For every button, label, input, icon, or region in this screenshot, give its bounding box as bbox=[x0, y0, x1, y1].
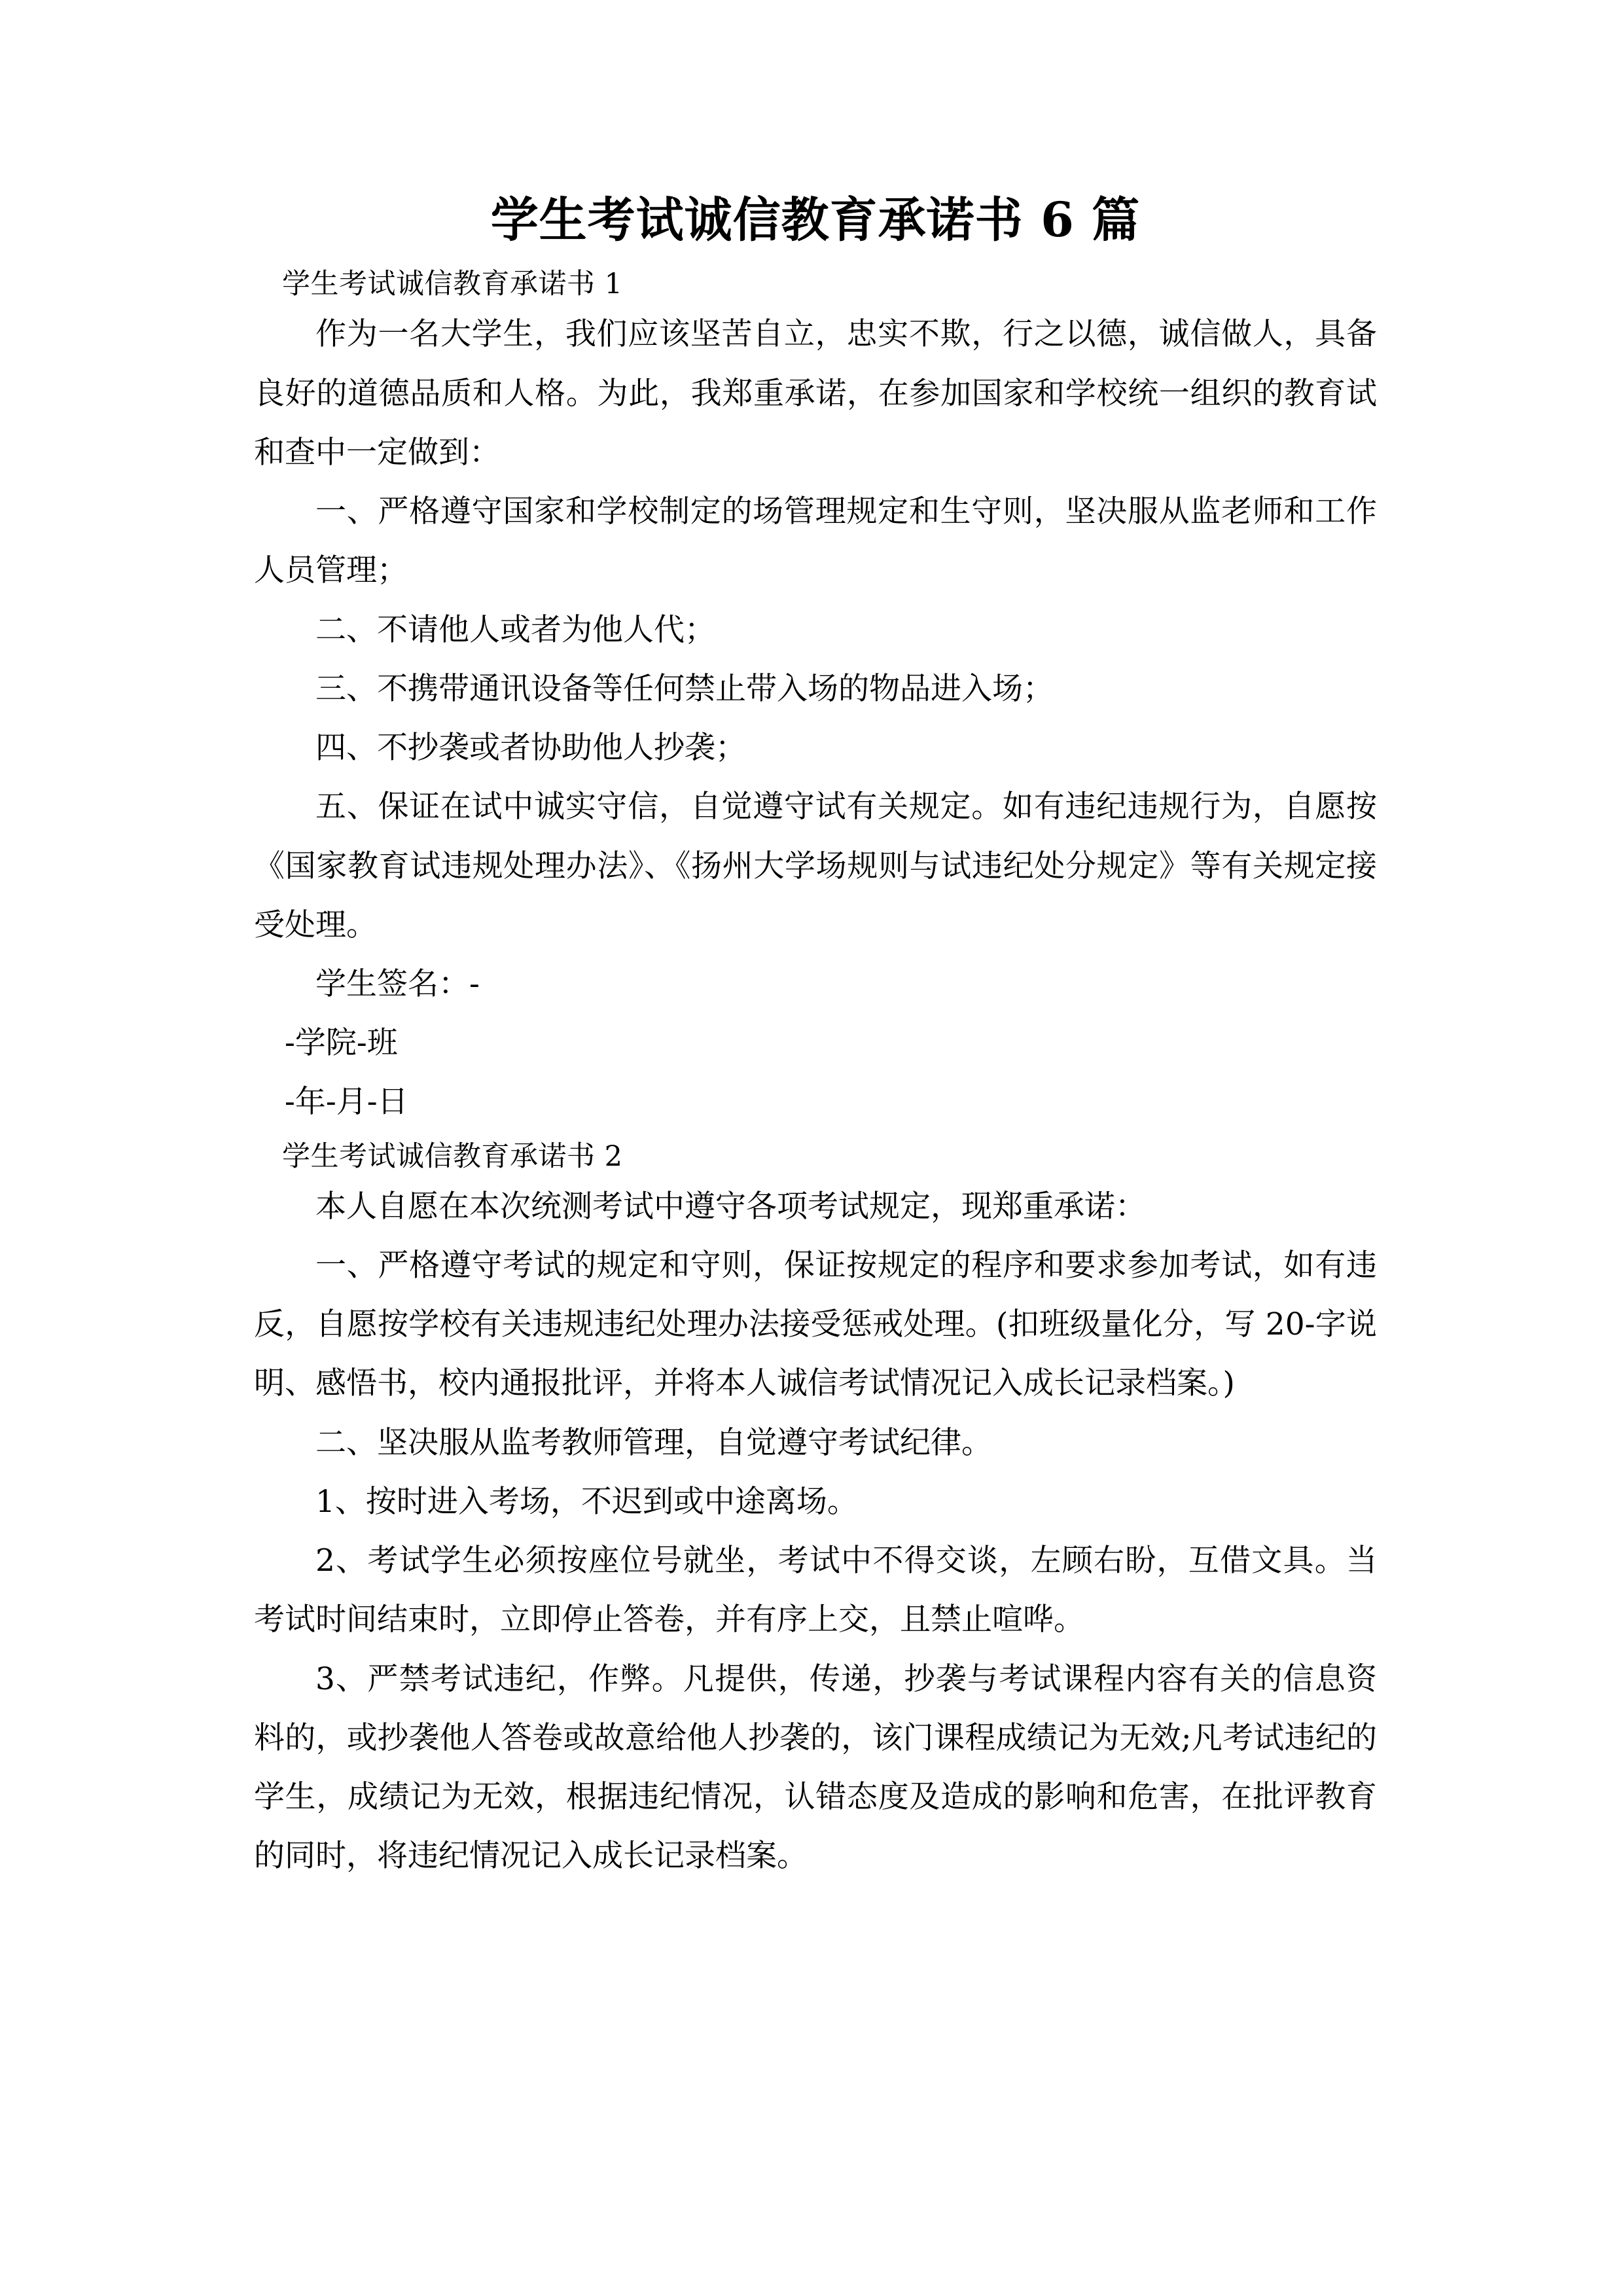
paragraph: 2、考试学生必须按座位号就坐，考试中不得交谈，左顾右盼，互借文具。当考试时间结束时，立即停止答卷，并有序上交，且禁止喧哗。 bbox=[254, 1543, 1377, 1638]
paragraph: 1、按时进入考场，不迟到或中途离场。 bbox=[315, 1483, 858, 1520]
paragraph: 二、坚决服从监考教师管理，自觉遵守考试纪律。 bbox=[315, 1424, 992, 1461]
date-line: -年-月-日 bbox=[285, 1084, 408, 1121]
paragraph: 本人自愿在本次统测考试中遵守各项考试规定，现郑重承诺： bbox=[315, 1188, 1146, 1225]
document-body bbox=[254, 190, 1377, 1886]
paragraph: 一、严格遵守考试的规定和守则，保证按规定的程序和要求参加考试，如有违反，自愿按学校有关违规违纪处理办法接受惩戒处理。(扣班级量化分，写 20-字说明、感悟书，校内通报批评，并将本人诚信考试情况记入成长记录档案。) bbox=[254, 1247, 1377, 1402]
paragraph: 二、不请他人或者为他人代； bbox=[315, 611, 715, 648]
page-title: 学生考试诚信教育承诺书 6 篇 bbox=[490, 192, 1141, 248]
college-class-line: -学院-班 bbox=[285, 1025, 398, 1062]
paragraph: 四、不抄袭或者协助他人抄袭； bbox=[315, 730, 746, 766]
section-heading-2: 学生考试诚信教育承诺书 2 bbox=[282, 1139, 623, 1173]
paragraph: 五、保证在试中诚实守信，自觉遵守试有关规定。如有违纪违规行为，自愿按《国家教育试违规处理办法》、《扬州大学场规则与试违纪处分规定》等有关规定接受处理。 bbox=[254, 789, 1377, 943]
paragraph: 一、严格遵守国家和学校制定的场管理规定和生守则，坚决服从监老师和工作人员管理； bbox=[254, 493, 1377, 589]
paragraph: 作为一名大学生，我们应该坚苦自立，忠实不欺，行之以德，诚信做人，具备良好的道德品质和人格。为此，我郑重承诺，在参加国家和学校统一组织的教育试和查中一定做到： bbox=[254, 316, 1377, 471]
paragraph: 3、严禁考试违纪，作弊。凡提供，传递，抄袭与考试课程内容有关的信息资料的，或抄袭他人答卷或故意给他人抄袭的，该门课程成绩记为无效;凡考试违纪的学生，成绩记为无效，根据违纪情况，认错态度及造成的影响和危害，在批评教育的同时，将违纪情况记入成长记录档案。 bbox=[254, 1660, 1377, 1874]
section-heading-1: 学生考试诚信教育承诺书 1 bbox=[282, 268, 623, 301]
signature-line: 学生签名：- bbox=[315, 966, 480, 1003]
paragraph: 三、不携带通讯设备等任何禁止带入场的物品进入场； bbox=[315, 670, 1054, 707]
